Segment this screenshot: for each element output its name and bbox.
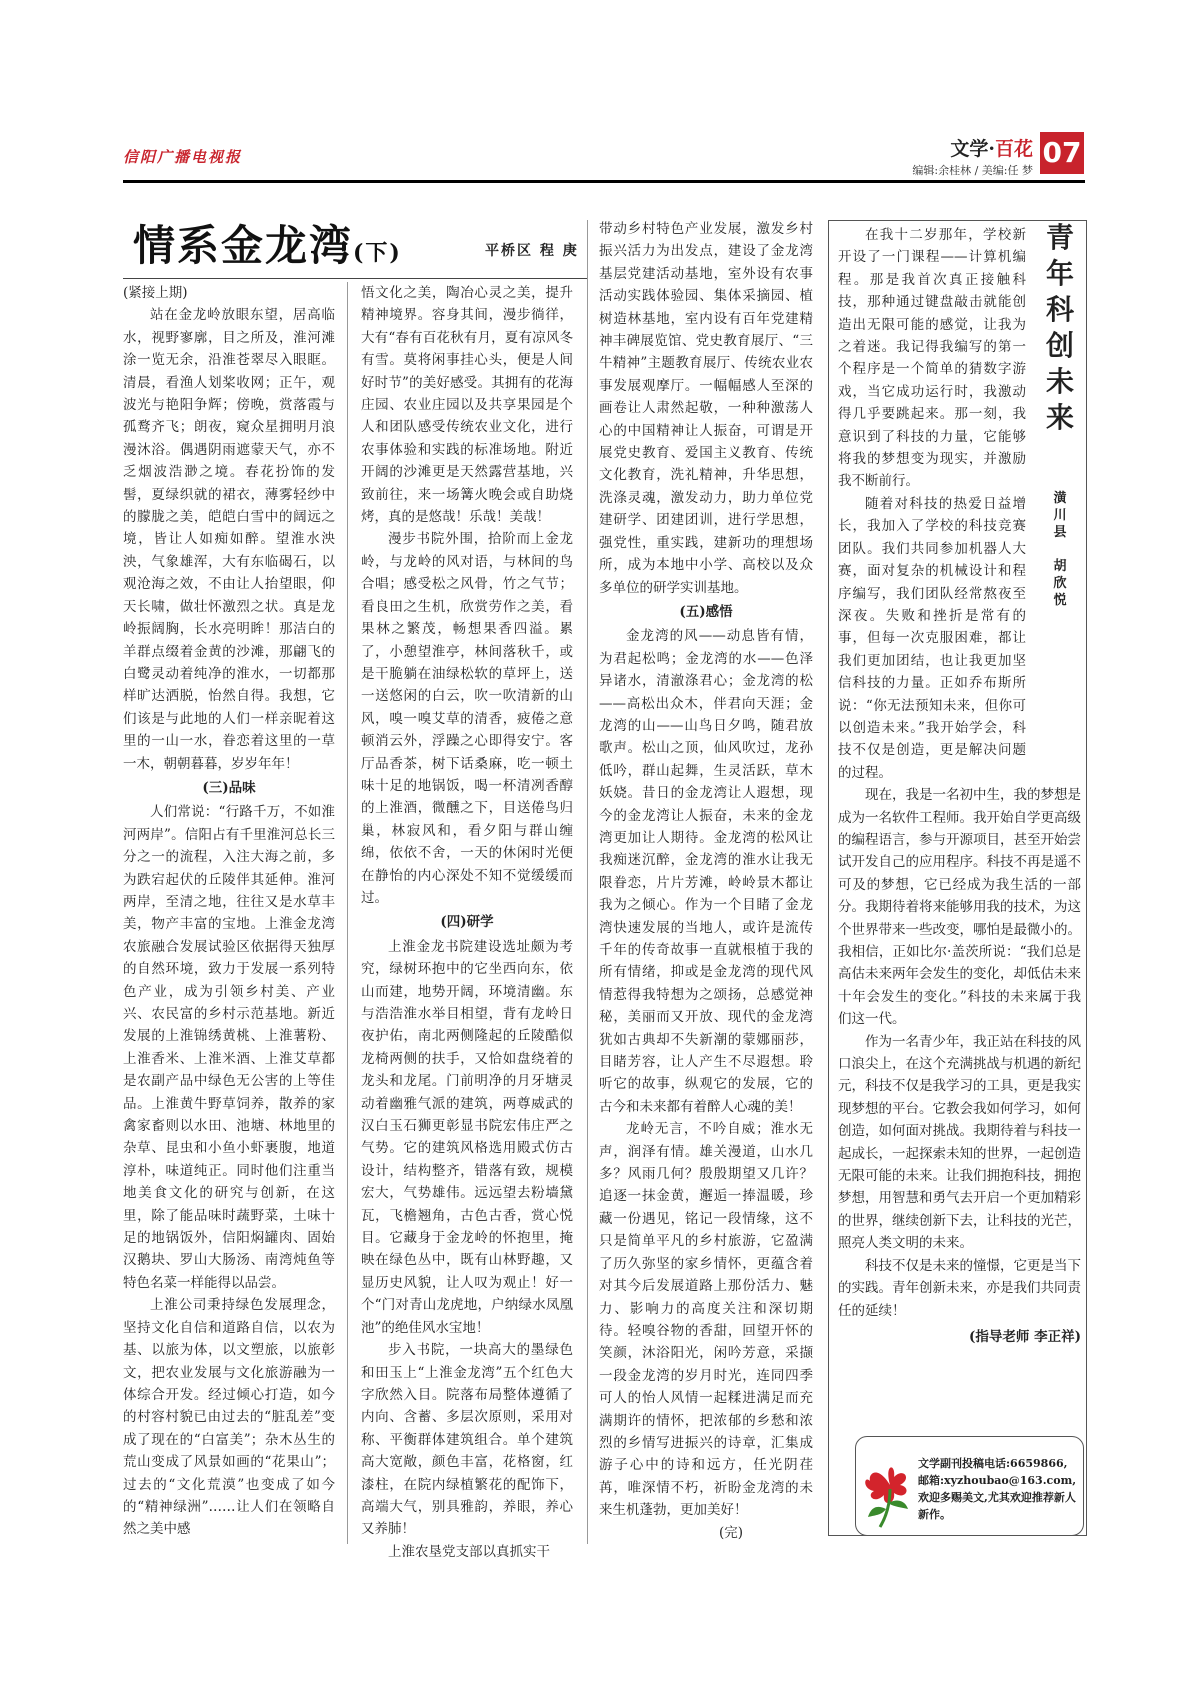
paragraph: (紧接上期) bbox=[123, 285, 188, 301]
article-column-1 bbox=[123, 282, 335, 1547]
column-divider bbox=[347, 282, 348, 1544]
title-rule bbox=[123, 278, 588, 279]
essay-paragraph: 现在，我是一名初中生，我的梦想是成为一名软件工程师。我开始自学更高级的编程语言，参与开源项目，甚至开始尝试开发自己的应用程序。科技不再是遥不可及的梦想，它已经成为我生活的一部分。我期待着将来能够用我的技术，为这个世界带来一些改变，哪怕是最微小的。我相信，正如比尔·盖茨所说：“我们总是高估未来两年会发生的变化，却低估未来十年会发生的变化。”科技的未来属于我们这一代。 bbox=[838, 787, 1081, 1028]
article-byline: 平桥区 程 庚 bbox=[485, 243, 579, 259]
section-heading: (三)品味 bbox=[202, 779, 256, 796]
flower-icon bbox=[860, 1445, 918, 1529]
essay-author-char: 县 bbox=[1053, 525, 1067, 540]
paragraph: 上淮公司秉持绿色发展理念，坚持文化自信和道路自信，以农为基、以旅为体，以文塑旅，以旅彰文，把农业发展与文化旅游融为一体综合开发。经过倾心打造，如今的村容村貌已由过去的“脏乱差”变成了现在的“白富美”；杂木丛生的荒山变成了风景如画的“花果山”；过去的“文化荒漠”也变成了如今的“精神绿洲”……让人们在领略自然之美中感 bbox=[123, 1297, 335, 1538]
essay-paragraph: 随着对科技的热爱日益增长，我加入了学校的科技竞赛团队。我们共同参加机器人大赛，面对复杂的机械设计和程序编写，我们团队经常熬夜至深夜。失败和挫折是常有的事，但每一次克服困难，都让我们更加团结，也让我更加坚信科技的力量。正如乔布斯所说：“你无法预知未来，但你可以创造未来。”我开始学会，科技不仅是创造，更是解决问题的过程。 bbox=[838, 495, 1026, 781]
article-column-2 bbox=[361, 282, 573, 1560]
article-column-3 bbox=[599, 218, 813, 1548]
essay-author-char: 悦 bbox=[1053, 593, 1067, 608]
paragraph: 悟文化之美，陶冶心灵之美，提升精神境界。容身其间，漫步徜徉，大有“春有百花秋有月，夏有凉风冬有雪。莫将闲事挂心头，便是人间好时节”的美好感受。其拥有的花海庄园、农业庄园以及共享果园是个人和团队感受传统农业文化，进行农事体验和实践的标准场地。附近开阔的沙滩更是天然露营基地，兴致前往，来一场篝火晚会或自助烧烤，真的是悠哉！乐哉！美哉！ bbox=[361, 285, 573, 526]
essay-author-char: 潢 bbox=[1053, 491, 1067, 506]
paragraph: 步入书院，一块高大的墨绿色和田玉上“上淮金龙湾”五个红色大字欣然入目。院落布局整体遵循了内向、含蓄、多层次原则，采用对称、平衡群体建筑组合。单个建筑高大宽敞，颜色丰富，花格窗，红漆柱，在院内绿植繁花的配饰下，高端大气，别具雅韵，养眼，养心又养肺！ bbox=[361, 1342, 573, 1538]
paragraph: 漫步书院外围，拾阶而上金龙岭，与龙岭的风对语，与林间的鸟合唱；感受松之风骨，竹之气节；看良田之生机，欣赏劳作之美，看果林之繁茂，畅想果香四溢。累了，小憩望淮亭，林间落秋千，或是干脆躺在油绿松软的草坪上，送一送悠闲的白云，吹一吹清新的山风，嗅一嗅艾草的清香，疲倦之意顿消云外，浮躁之心即得安宁。客厅品香茶，树下话桑麻，吃一顿土味十足的地锅饭，喝一杯清冽香醇的上淮酒，微醺之下，目送倦鸟归巢，林寂风和，看夕阳与群山缠绵，依依不舍，一天的休闲时光便在静怡的内心深处不知不觉缓缓而过。 bbox=[361, 531, 573, 906]
paragraph: 上淮农垦党支部以真抓实干 bbox=[388, 1543, 550, 1560]
paragraph: 金龙湾的风——动息皆有情，为君起松鸣；金龙湾的水——色泽异诸水，清澈涤君心；金龙湾的松——高松出众木，伴君向天涯；金龙湾的山——山鸟日夕鸣，随君放歌声。松山之顶，仙风吹过，龙孙低吟，群山起舞，生灵活跃，草木妖娆。昔日的金龙湾让人遐想，现今的金龙湾让人振奋，未来的金龙湾更加让人期待。金龙湾的松风让我痴迷沉醉，金龙湾的淮水让我无限眷恋，片片芳滩，岭岭景木都让我为之倾心。作为一个目睹了金龙湾快速发展的当地人，或许是流传千年的传奇故事一直就根植于我的所有情绪，抑或是金龙湾的现代风情惹得我特想为之颂扬，总感觉神秘，美丽而又开放、现代的金龙湾犹如古典却不失新潮的蒙娜丽莎，目睹芳容，让人产生不尽遐想。聆听它的故事，纵观它的发展，它的古今和未来都有着醉人心魂的美！ bbox=[599, 628, 813, 1115]
article-title-suffix: (下) bbox=[353, 240, 402, 266]
essay-paragraph: 在我十二岁那年，学校新开设了一门课程——计算机编程。那是我首次真正接触科技，那种通过键盘敲击就能创造出无限可能的感觉，让我为之着迷。我记得我编写的第一个程序是一个简单的猜数字游戏，当它成功运行时，我激动得几乎要跳起来。那一刻，我意识到了科技的力量，它能够将我的梦想变为现实，并激励我不断前行。 bbox=[838, 227, 1026, 490]
header-rule bbox=[123, 180, 1085, 183]
essay-title-char: 来 bbox=[1045, 401, 1074, 434]
essay-body bbox=[838, 224, 1081, 1424]
essay-title-char: 未 bbox=[1045, 365, 1074, 398]
page-number: 07 bbox=[1040, 132, 1084, 174]
essay-author-char: 欣 bbox=[1053, 576, 1067, 591]
paragraph: 龙岭无言，不吟自威；淮水无声，润泽有情。雄关漫道，山水几多？风雨几何？殷殷期望又几许？追逐一抹金黄，邂逅一捧温暖，珍藏一份遇见，铭记一段情缘，这不只是简单平凡的乡村旅游，它盈满了历久弥坚的家乡情怀，更蕴含着对其今后发展道路上那份活力、魅力、影响力的高度关注和深切期待。轻嗅谷物的香甜，回望开怀的笑颜，沐浴阳光，闲吟芳意，采撷一段金龙湾的岁月时光，连同四季可人的怡人风情一起糅进满足而充满期许的情怀，把浓郁的乡愁和浓烈的乡情写进振兴的诗章，汇集成游子心中的诗和远方，任光阴荏苒，唯深情不朽，祈盼金龙湾的未来生机蓬勃，更加美好！ bbox=[599, 1121, 813, 1519]
editors-credit: 编辑:余桂林 / 美编:任 梦 bbox=[912, 164, 1033, 177]
article-title-main: 情系金龙湾 bbox=[133, 221, 354, 270]
masthead: 信阳广播电视报 bbox=[123, 148, 243, 166]
essay-title-char: 科 bbox=[1045, 293, 1074, 326]
article-title bbox=[133, 213, 402, 273]
contact-box bbox=[855, 1436, 1084, 1536]
teacher-credit: (指导老师 李正祥) bbox=[969, 1328, 1081, 1345]
essay-author-char: 胡 bbox=[1053, 559, 1067, 574]
essay-title-char: 创 bbox=[1045, 329, 1074, 362]
contact-text: 文学副刊投稿电话:6659866,邮箱:xyzhoubao@163.com,欢迎多赐美文,尤其欢迎推荐新人新作。 bbox=[918, 1457, 1077, 1521]
paragraph: 站在金龙岭放眼东望，居高临水，视野寥廓，目之所及，淮河滩涂一览无余，沿淮苍翠尽入眼眶。清晨，看渔人划桨收网；正午，观波光与艳阳争辉；傍晚，赏落霞与孤鹜齐飞；朗夜，窥众星拥明月浪漫沐浴。偶遇阴雨遮蒙天气，亦不乏烟波浩渺之境。春花扮饰的发髻，夏绿织就的裙衣，薄雾轻纱中的朦胧之美，皑皑白雪中的阔远之境，皆让人如痴如醉。望淮水泱泱，气象雄浑，大有东临碣石，以观沧海之效，不由让人抬望眼，仰天长啸，做壮怀激烈之状。真是龙岭振阔胸，长水亮明眸！那洁白的羊群点缀着金黄的沙滩，那翩飞的白鹭灵动着纯净的淮水，一切都那样旷达洒脱，怡然自得。我想，它们该是与此地的人们一样亲昵着这里的一山一水，眷恋着这里的一草一木，朝朝暮暮，岁岁年年！ bbox=[123, 307, 335, 772]
paragraph: 人们常说：“行路千万，不如淮河两岸”。信阳占有千里淮河总长三分之一的流程，入注大海之前，多为跌宕起伏的丘陵伴其延伸。淮河两岸，至清之地，往往又是水草丰美，物产丰富的宝地。上淮金龙湾农旅融合发展试验区依据得天独厚的自然环境，致力于发展一系列特色产业，成为引领乡村美、产业兴、农民富的乡村示范基地。新近发展的上淮锦绣黄桃、上淮薯粉、上淮香米、上淮米酒、上淮艾草都是农副产品中绿色无公害的上等佳品。上淮黄牛野草饲养，散养的家禽家畜则以水田、池塘、林地里的杂草、昆虫和小鱼小虾裹腹，地道淳朴，味道纯正。同时他们注重当地美食文化的研究与创新，在这里，除了能品味时蔬野菜，土味十足的地锅饭外，信阳焖罐肉、固始汉鹅块、罗山大肠汤、南湾炖鱼等特色名菜一样能得以品尝。 bbox=[123, 804, 335, 1291]
section-name-a: 文学· bbox=[950, 138, 995, 160]
paragraph: 上淮金龙书院建设选址颇为考究，绿树环抱中的它坐西向东，依山而建，地势开阔，环境清幽。东与浩浩淮水举目相望，背有龙岭日夜护佑，南北两侧隆起的丘陵酷似龙椅两侧的扶手，又恰如盘绕着的龙头和龙尾。门前明净的月牙塘灵动着幽雅气派的建筑，两尊威武的汉白玉石狮更彰显书院宏伟庄严之气势。它的建筑风格选用殿式仿古设计，结构整齐，错落有致，规模宏大，气势雄伟。远远望去粉墙黛瓦，飞檐翘角，古色古香，赏心悦目。它藏身于金龙岭的怀抱里，掩映在绿色丛中，既有山林野趣，又显历史风貌，让人叹为观止！好一个“门对青山龙虎地，户纳绿水凤凰池”的绝佳风水宝地！ bbox=[361, 938, 573, 1336]
paragraph: 带动乡村特色产业发展，激发乡村振兴活力为出发点，建设了金龙湾基层党建活动基地，室外设有农事活动实践体验园、集体采摘园、植树造林基地，室内设有百年党建精神丰碑展览馆、党史教育展厅、“三牛精神”主题教育展厅、传统农业农事发展观摩厅。一幅幅感人至深的画卷让人肃然起敬，一种种激荡人心的中国精神让人振奋，可谓是开展党史教育、爱国主义教育、传统文化教育，洗礼精神，升华思想，洗涤灵魂，激发动力，助力单位党建研学、团建团训，进行学思想，强党性，重实践，建新功的理想场所，成为本地中小学、高校以及众多单位的研学实训基地。 bbox=[599, 221, 813, 596]
essay-paragraph: 作为一名青少年，我正站在科技的风口浪尖上，在这个充满挑战与机遇的新纪元，科技不仅是我学习的工具，更是我实现梦想的平台。它教会我如何学习，如何创造，如何面对挑战。我期待着与科技一起成长，一起探索未知的世界，一起创造无限可能的未来。让我们拥抱科技，拥抱梦想，用智慧和勇气去开启一个更加精彩的世界，继续创新下去，让科技的光芒，照亮人类文明的未来。 bbox=[838, 1033, 1081, 1252]
essay-title-char: 青 bbox=[1045, 221, 1074, 254]
essay-author-char: 川 bbox=[1053, 508, 1067, 523]
essay-paragraph: 科技不仅是未来的憧憬，它更是当下的实践。青年创新未来，亦是我们共同责任的延续！ bbox=[838, 1257, 1081, 1319]
section-name-b: 百花 bbox=[994, 138, 1033, 160]
section-heading: (四)研学 bbox=[440, 914, 494, 931]
section-heading: (五)感悟 bbox=[679, 603, 733, 620]
column-divider bbox=[587, 220, 588, 1544]
essay-title-char: 年 bbox=[1045, 257, 1074, 290]
section-name bbox=[950, 134, 1033, 161]
end-mark: (完) bbox=[718, 1524, 743, 1541]
